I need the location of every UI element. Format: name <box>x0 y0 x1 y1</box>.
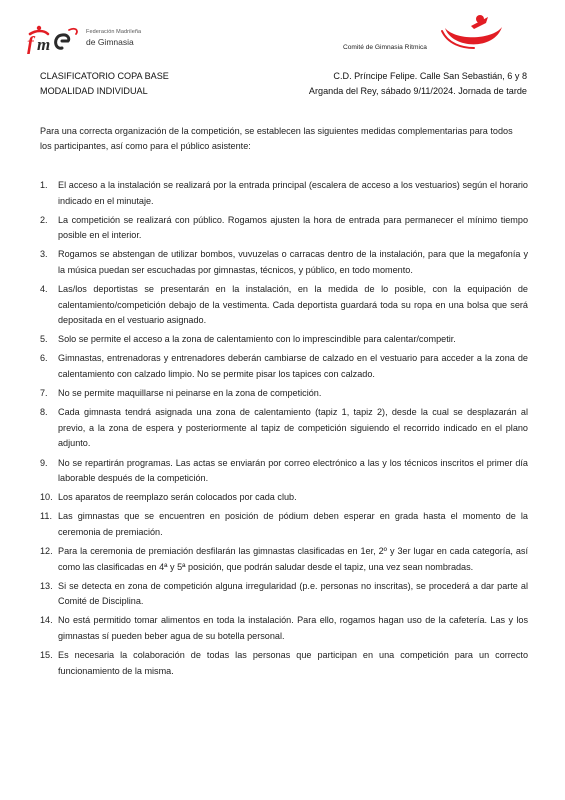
rule-number: 4. <box>40 284 48 295</box>
rule-text: Si se detecta en zona de competición alguna irregularidad (p.e. personas no inscritas), se procederá a dar parte al Comité de Disciplina. <box>58 580 528 607</box>
rules-list <box>40 178 528 683</box>
rule-number: 5. <box>40 334 48 345</box>
rule-number: 6. <box>40 353 48 364</box>
competition-modality: MODALIDAD INDIVIDUAL <box>40 86 148 96</box>
header-right <box>309 69 527 99</box>
intro-paragraph: Para una correcta organización de la competición, se establecen las siguientes medidas complementarias para todos los participantes, así como para el público asistente: <box>40 126 513 151</box>
rule-text: Solo se permite el acceso a la zona de calentamiento con lo imprescindible para calentar/competir. <box>58 334 456 345</box>
rule-number: 8. <box>40 407 48 418</box>
venue-address: C.D. Príncipe Felipe. Calle San Sebastián, 6 y 8 <box>333 71 527 81</box>
rule-number: 7. <box>40 388 48 399</box>
competition-title: CLASIFICATORIO COPA BASE <box>40 71 169 81</box>
rule-text: Las/los deportistas se presentarán en la instalación, en la medida de lo posible, con la equipación de calentamiento/competición debajo de la vestimenta. Cada deportista guardará toda su ropa en una bolsa que será depositada en el vestuario asignado. <box>58 284 528 326</box>
rule-number: 15. <box>40 650 53 661</box>
rule-item <box>40 544 528 575</box>
rule-item <box>40 213 528 244</box>
rule-item <box>40 386 528 402</box>
rule-item <box>40 490 528 506</box>
rule-number: 1. <box>40 180 48 190</box>
rule-text: La competición se realizará con público. Rogamos ajusten la hora de entrada para permanecer el mínimo tiempo posible en el interior. <box>58 214 528 241</box>
rule-text: No se repartirán programas. Las actas se enviarán por correo electrónico a las y los técnicos inscritos el primer día laborable después de la competición. <box>58 457 528 484</box>
rule-item <box>40 579 528 610</box>
rule-text: Las gimnastas que se encuentren en posición de pódium deben esperar en grada hasta el momento de la ceremonia de premiación. <box>58 511 528 537</box>
rule-text: Para la ceremonia de premiación desfilarán las gimnastas clasificadas en 1er, 2º y 3er lugar en cada categoría, así como las clasificadas en 4ª y 5ª posición, que podrán saludar desde el tapiz, una vez sean nombradas. <box>58 545 528 572</box>
rule-item <box>40 613 528 644</box>
venue-date: Arganda del Rey, sábado 9/11/2024. Jornada de tarde <box>308 86 527 96</box>
rule-item <box>40 332 528 348</box>
rule-number: 3. <box>40 249 48 260</box>
rule-text: No se permite maquillarse ni peinarse en la zona de competición. <box>58 388 322 399</box>
rule-text: No está permitido tomar alimentos en toda la instalación. Para ello, rogamos hagan uso de la cafetería. Las y los gimnastas sí pueden beber agua de su botella personal. <box>58 615 528 641</box>
rule-item <box>40 282 528 329</box>
header-left <box>40 69 169 99</box>
rule-item <box>40 456 528 487</box>
rule-text: Gimnastas, entrenadoras y entrenadores deberán cambiarse de calzado en el vestuario para acceder a la zona de calentamiento con calzado limpio. No se permite pisar los tapices con calzado. <box>58 353 528 380</box>
rule-number: 12. <box>40 545 53 556</box>
rule-text: Rogamos se abstengan de utilizar bombos, vuvuzelas o carracas dentro de la instalación, para que la megafonía y la música puedan ser escuchadas por gimnastas, técnicos, y público, en todo momento. <box>58 249 528 275</box>
rule-text: Cada gimnasta tendrá asignada una zona de calentamiento (tapiz 1, tapiz 2), desde la cual se desplazarán al previo, a la zona de espera y posteriormente al tapiz de competición siguiendo el recorrido indicado en el plano adjunto. <box>58 407 528 449</box>
rule-number: 9. <box>40 457 48 468</box>
rule-number: 2. <box>40 214 48 225</box>
fmg-logo-mark <box>26 24 82 54</box>
fmg-name-line1: Federación Madrileña <box>86 29 142 35</box>
committee-label: Comité de Gimnasia Rítmica <box>343 44 427 51</box>
rule-item <box>40 405 528 452</box>
rule-number: 11. <box>40 511 52 522</box>
rule-number: 10. <box>40 492 53 503</box>
committee-logo <box>440 14 506 52</box>
rule-item <box>40 178 528 209</box>
rule-item <box>40 351 528 382</box>
rule-text: El acceso a la instalación se realizará por la entrada principal (escalera de acceso a los vestuarios) según el horario indicado en el minutaje. <box>58 180 528 206</box>
rule-text: Es necesaria la colaboración de todas las personas que participan en una competición para un correcto funcionamiento de la misma. <box>58 650 528 676</box>
rule-text: Los aparatos de reemplazo serán colocados por cada club. <box>58 492 297 503</box>
rule-number: 13. <box>40 580 53 591</box>
fmg-name-line2: de Gimnasia <box>86 36 134 47</box>
fmg-logo <box>26 24 156 54</box>
rule-item <box>40 509 528 540</box>
svg-text:m: m <box>37 35 51 54</box>
rule-item <box>40 247 528 278</box>
svg-text:f: f <box>27 33 34 54</box>
rule-item <box>40 648 528 679</box>
rule-number: 14. <box>40 615 53 626</box>
fmg-logo-text <box>86 30 141 46</box>
